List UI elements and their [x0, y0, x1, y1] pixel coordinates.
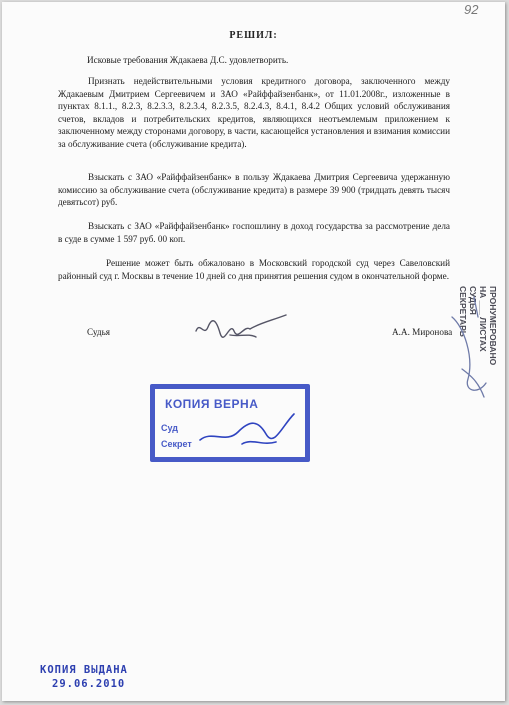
side-stamp-scribble — [434, 287, 496, 407]
copy-issued-label: КОПИЯ ВЫДАНА — [40, 664, 128, 676]
paragraph-state-fee: Взыскать с ЗАО «Райффайзенбанк» госпошлину в доход государства за рассмотрение дела в суде в сумме 1 597 руб. 00 коп. — [58, 221, 450, 244]
paragraph-claims-granted: Исковые требования Ждакаева Д.С. удовлетворить. — [87, 55, 289, 65]
stamp-line-court: Суд — [161, 423, 178, 433]
numbering-side-stamp: ПРОНУМЕРОВАНО НА ___ ЛИСТАХ СУДЬЯ СЕКРЕТАРЬ — [458, 286, 498, 366]
copy-issued-stamp — [40, 663, 128, 691]
stamp-signature — [192, 404, 302, 454]
paragraph-recover-commission: Взыскать с ЗАО «Райффайзенбанк» в пользу Ждакаева Дмитрия Сергеевича удержанную комиссию за обслуживание счета (обслуживание кредита) в размере 39 900 (тридцать девять тысяч девятьсот) руб. — [58, 172, 450, 208]
decision-heading: РЕШИЛ: — [229, 30, 278, 41]
stamp-heading: КОПИЯ ВЕРНА — [165, 397, 259, 411]
judge-name: А.А. Миронова — [392, 327, 453, 337]
stamp-line-secretary: Секрет — [161, 439, 192, 449]
judge-signature — [190, 307, 310, 347]
paragraph-invalidate-terms: Признать недействительными условия кредитного договора, заключенного между Ждакаевым Дмитрием Сергеевичем и ЗАО «Райффайзенбанк», от 11.01.2008г., изложенные в пунктах 8.1.1., 8.2.3, 8.2.3.3, 8.2.3.4, 8.2.3.5, 8.2.4.3, 8.4.1, 8.4.2 Общих условий обслуживания счетов, вкладов и потребительских кредитов, являющихся неотъемлемым приложением к заключенному между сторонами договору, в части, касающейся установления и взимания комиссии за обслуживание счета (обслуживание кредита). — [58, 76, 450, 149]
paragraph-appeal: Решение может быть обжаловано в Московский городской суд через Савеловский районный суд г. Москвы в течение 10 дней со дня принятия решения судом в окончательной форме. — [58, 258, 450, 281]
page-number: 92 — [464, 2, 479, 17]
judge-label: Судья — [87, 327, 111, 337]
document-page — [2, 2, 505, 701]
copy-issued-date: 29.06.2010 — [52, 678, 126, 690]
